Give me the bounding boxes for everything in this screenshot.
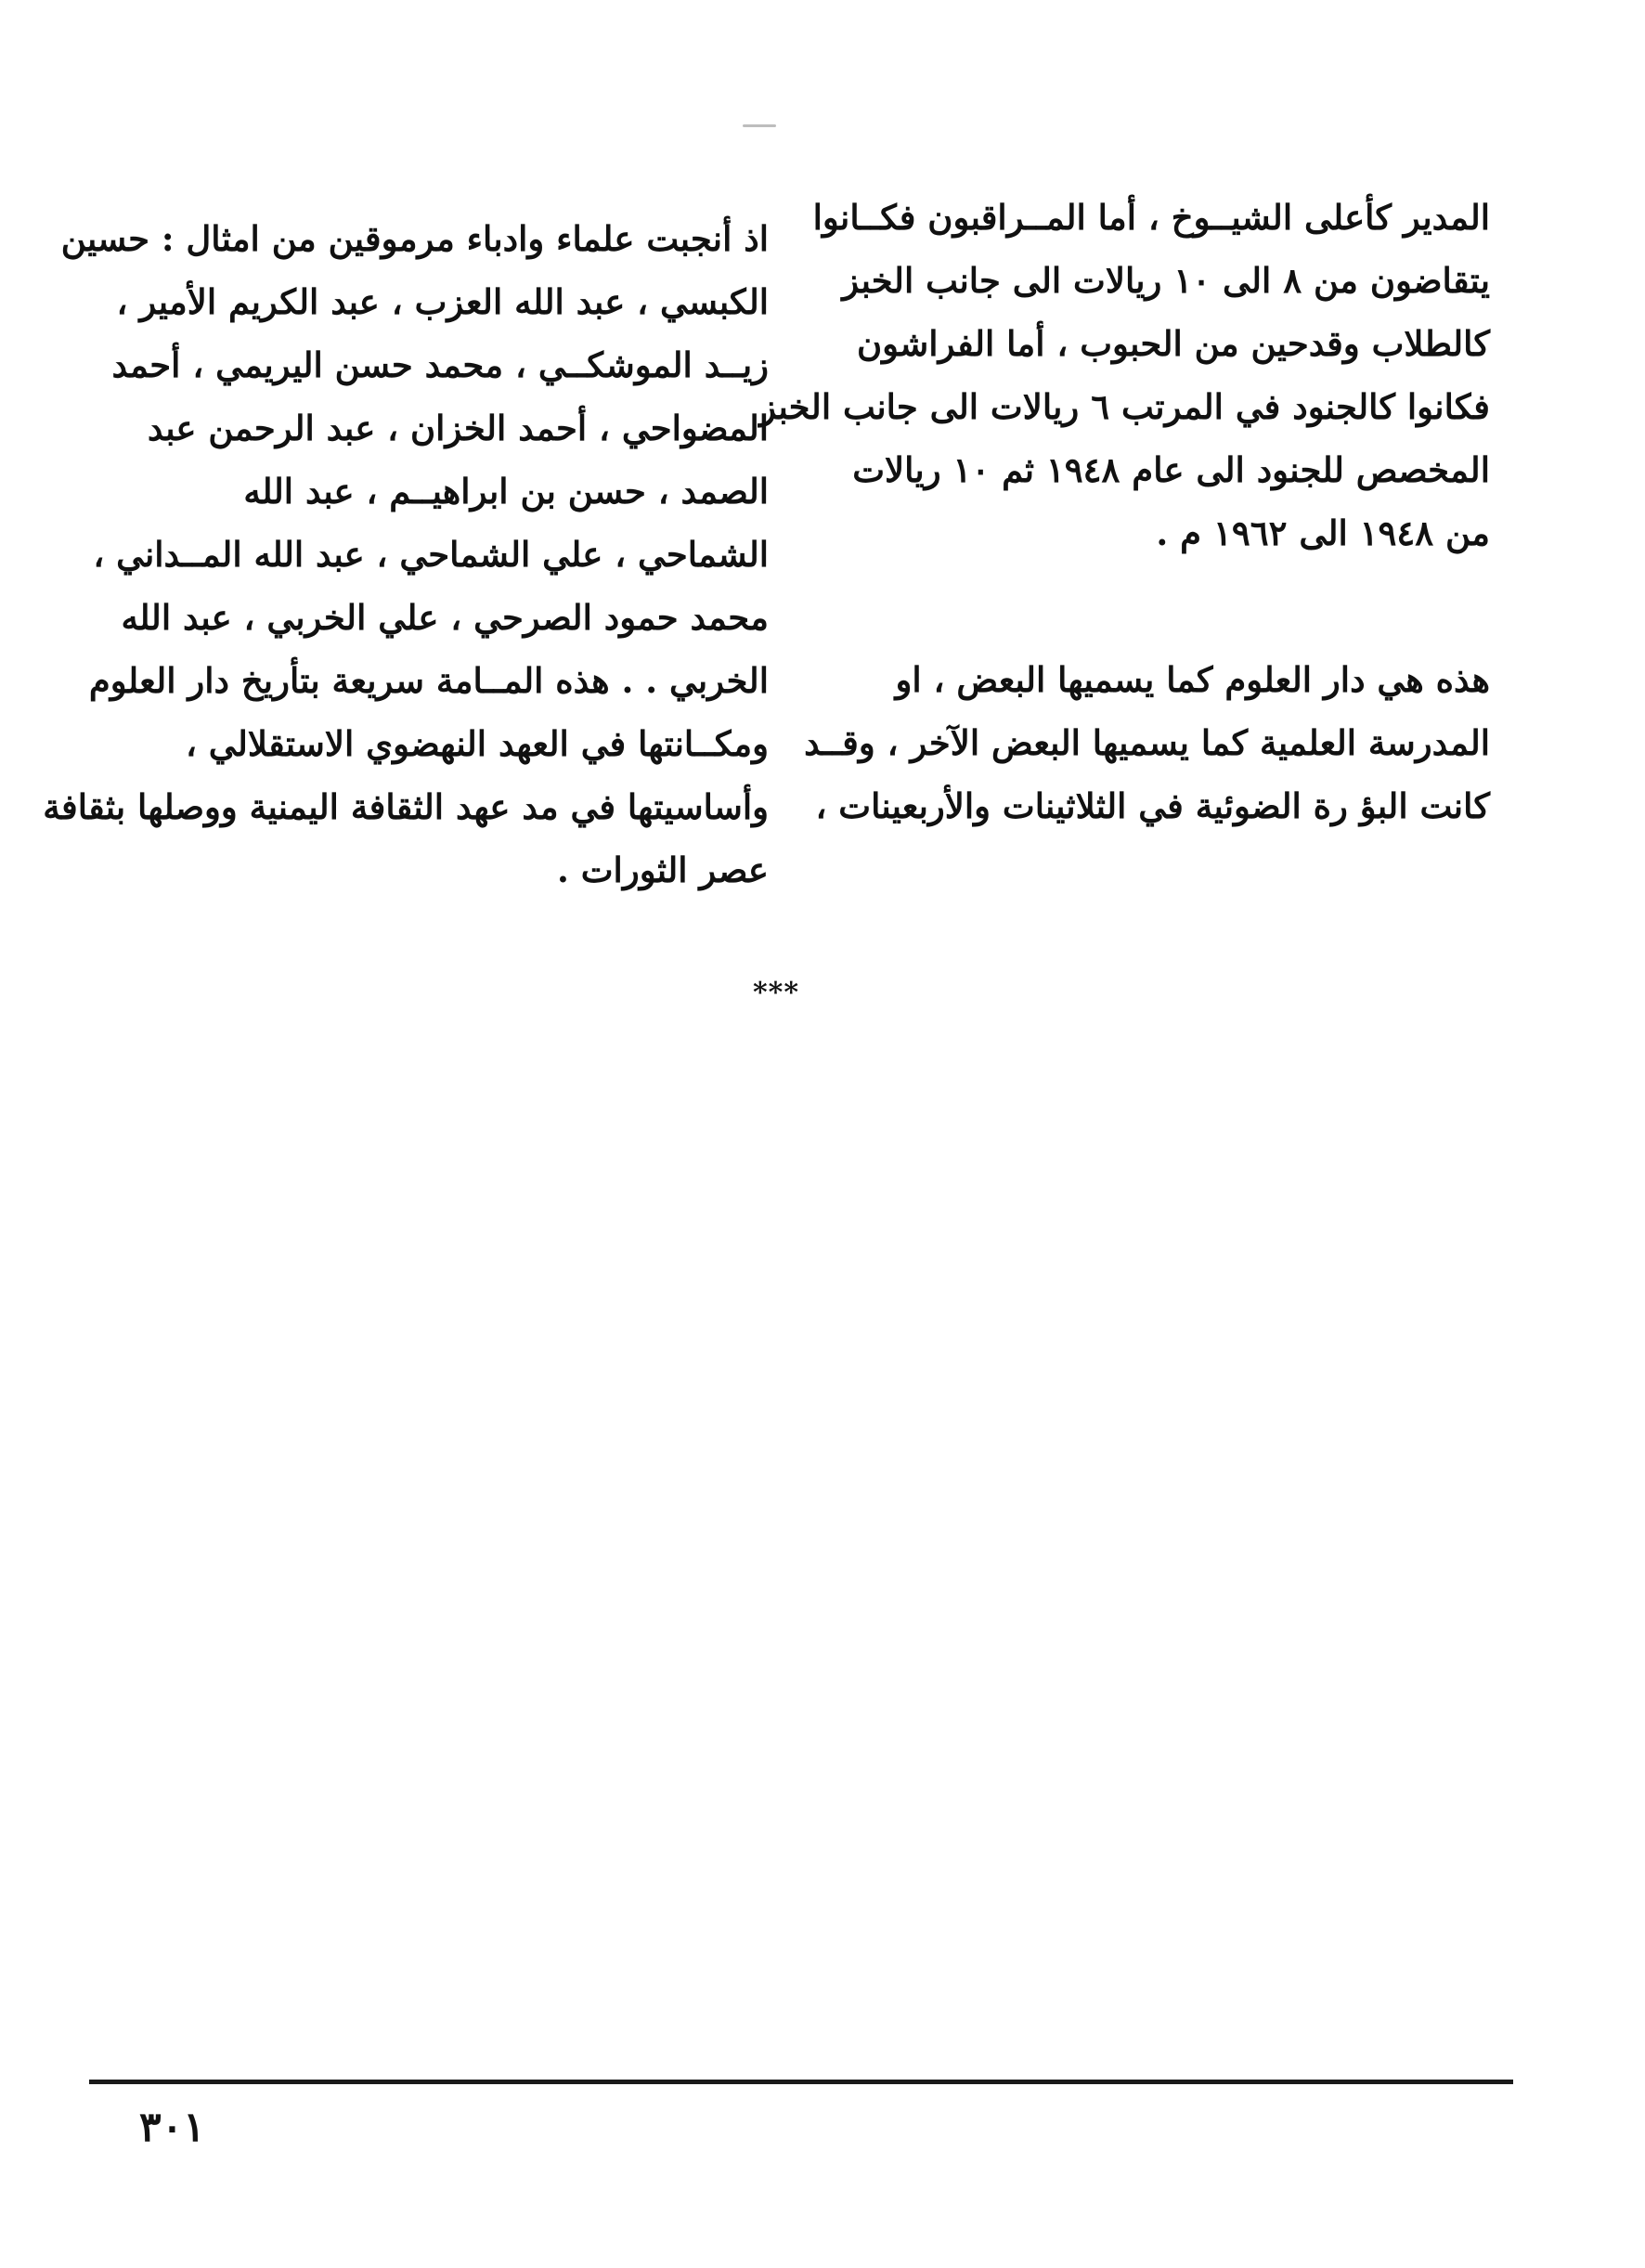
text-line: المخصص للجنود الى عام ١٩٤٨ ثم ١٠ ريالات bbox=[852, 449, 1490, 490]
text-line: فكانوا كالجنود في المرتب ٦ ريالات الى جانب الخبز bbox=[759, 386, 1490, 427]
scan-speck bbox=[743, 124, 776, 127]
text-line: يتقاضون من ٨ الى ١٠ ريالات الى جانب الخبز bbox=[842, 260, 1490, 301]
text-line: الشماحي ، علي الشماحي ، عبد الله المــداني ، bbox=[93, 534, 769, 575]
text-line: المدير كأعلى الشيــوخ ، أما المــراقبون فكــانوا bbox=[812, 197, 1490, 238]
text-line: الخربي . . هذه المــامة سريعة بتأريخ دار العلوم bbox=[88, 660, 769, 701]
right-text-column bbox=[759, 186, 1490, 837]
text-line: الكبسي ، عبد الله العزب ، عبد الكريم الأمير ، bbox=[116, 281, 769, 322]
text-line: هذه هي دار العلوم كما يسميها البعض ، او bbox=[895, 659, 1490, 700]
text-line: محمد حمود الصرحي ، علي الخربي ، عبد الله bbox=[121, 597, 769, 638]
text-line: من ١٩٤٨ الى ١٩٦٢ م . bbox=[1156, 512, 1490, 553]
text-line: ومكــانتها في العهد النهضوي الاستقلالي ، bbox=[185, 723, 769, 764]
text-line: المضواحي ، أحمد الخزان ، عبد الرحمن عبد bbox=[147, 408, 769, 448]
text-line: المدرسة العلمية كما يسميها البعض الآخر ، وقــد bbox=[804, 722, 1490, 763]
text-line: كالطلاب وقدحين من الحبوب ، أما الفراشون bbox=[857, 323, 1490, 364]
paragraph-gap bbox=[831, 564, 1490, 648]
text-line: عصر الثورات . bbox=[556, 849, 769, 890]
section-separator: *** bbox=[752, 977, 800, 1009]
text-line: وأساسيتها في مد عهد الثقافة اليمنية ووصلها بثقافة bbox=[43, 786, 769, 827]
text-line: كانت البؤ رة الضوئية في الثلاثينات والأربعينات ، bbox=[815, 785, 1490, 826]
right-paragraph-1 bbox=[759, 186, 1490, 564]
footer-rule bbox=[89, 2080, 1513, 2084]
left-text-column bbox=[43, 207, 769, 901]
text-line: اذ أنجبت علماء وادباء مرموقين من امثال : حسين bbox=[60, 218, 769, 259]
text-line: زيــد الموشكــي ، محمد حسن اليريمي ، أحمد bbox=[111, 344, 769, 385]
right-paragraph-2 bbox=[804, 648, 1490, 837]
page-number: ٣٠١ bbox=[139, 2104, 205, 2151]
text-line: الصمد ، حسن بن ابراهيــم ، عبد الله bbox=[243, 471, 769, 512]
